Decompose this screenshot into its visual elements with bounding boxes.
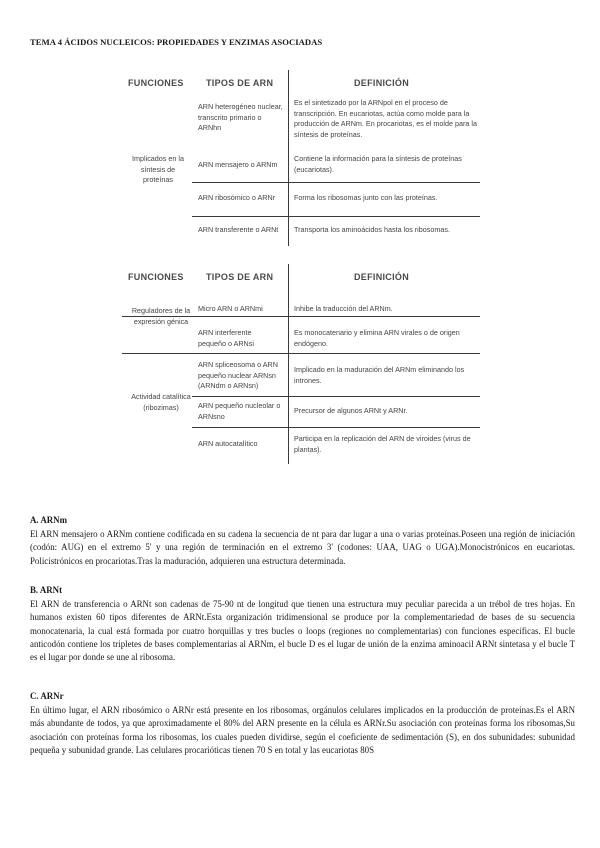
- table-row-tipo: ARN ribosómico o ARNr: [198, 193, 276, 202]
- table-row-tipo: ARN heterogéneo nuclear, transcrito primario o ARNhn: [198, 102, 283, 132]
- section-arnt: [30, 584, 575, 664]
- section-body: En último lugar, el ARN ribosómico o ARNr está presente en los ribosomas, orgánulos celulares implicados en la producción de proteínas.Es el ARN más abundante de todos, ya que aproximadamente el 80% del ARN presente en la célula es ARNr.Su asociación con proteínas forma los ribosomas,Su asociación con proteínas forma los ribosomas, los cuales pueden dividirse, según el coeficiente de sedimentación (S), en dos subunidades: subunidad pequeña y subunidad grande. Las celulares procarióticas tienen 70 S en total y las eucariotas 80S: [30, 705, 575, 755]
- funcion-label: Reguladores de la expresión génica: [131, 306, 191, 326]
- section-body: El ARN mensajero o ARNm contiene codificada en su cadena la secuencia de nt para dar lugar a una o varias proteínas.Poseen una región de iniciación (codón: AUG) en el extremo 5' y una región de terminación en el extremo 3' (codones: UAA, UAG o UGA).Monocistrónicos en eucariotas. Policistrónicos en procariotas.Tras la maduración, adquieren una estructura determinada.: [30, 529, 575, 566]
- table-row-tipo: ARN autocatalítico: [198, 439, 258, 448]
- header-tipos: TIPOS DE ARN: [206, 78, 274, 88]
- divider: [122, 353, 288, 354]
- table-row-def: Contiene la información para la síntesis de proteínas (eucariotas).: [294, 154, 462, 174]
- table-row-tipo: ARN pequeño nucleolar o ARNsno: [198, 401, 281, 421]
- section-heading: B. ARNt: [30, 585, 63, 595]
- header-tipos: TIPOS DE ARN: [206, 272, 274, 282]
- section-body: El ARN de transferencia o ARNt son cadenas de 75-90 nt de longitud que tienen una estructura muy peculiar parecida a un trébol de tres hojas. En humanos existen 60 tipos diferentes de ARNt.Esta organización tridimensional se produce por la complementariedad de bases de su secuencia monocatenaria, la cual está formada por cuatro horquillas y tres bucles o loops (regiones no complementarias) con funciones específicas. El bucle anticodón contiene los tripletes de bases complementarias al ARNm, el bucle D es el lugar de unión de la enzima aminoacil ARNt sintetasa y el bucle T es el lugar por donde se une al ribosoma.: [30, 599, 575, 663]
- header-funciones: FUNCIONES: [128, 272, 184, 282]
- section-arnr: [30, 690, 575, 757]
- header-definicion: DEFINICIÓN: [354, 78, 410, 88]
- table-row-def: Inhibe la traducción del ARNm.: [294, 304, 393, 313]
- divider: [289, 396, 480, 397]
- table-row-def: Es monocatenario y elimina ARN virales o de origen endógeno.: [294, 328, 460, 348]
- divider: [289, 316, 480, 317]
- table-row-def: Es el sintetizado por la ARNpol en el proceso de transcripción. En eucariotas, actúa como molde para la producción de ARNm. En procariotas, es el molde para la síntesis de proteínas.: [294, 98, 477, 139]
- divider: [289, 182, 480, 183]
- header-funciones: FUNCIONES: [128, 78, 184, 88]
- table-row-tipo: ARN interferente pequeño o ARNsi: [198, 328, 254, 348]
- header-definicion: DEFINICIÓN: [354, 272, 410, 282]
- divider: [289, 353, 480, 354]
- section-arnm: [30, 514, 575, 568]
- divider: [289, 216, 480, 217]
- divider: [192, 216, 288, 217]
- section-heading: A. ARNm: [30, 515, 67, 525]
- table-sintesis-proteinas: [118, 78, 480, 248]
- document-title: TEMA 4 ÁCIDOS NUCLEICOS: PROPIEDADES Y ENZIMAS ASOCIADAS: [30, 37, 323, 47]
- table-row-tipo: Micro ARN o ARNmi: [198, 304, 263, 313]
- table-row-def: Forma los ribosomas junto con las proteínas.: [294, 193, 438, 202]
- table-row-def: Implicado en la maduración del ARNm eliminando los intrones.: [294, 365, 465, 385]
- table-row-def: Precursor de algunos ARNt y ARNr.: [294, 406, 408, 415]
- table-row-def: Participa en la replicación del ARN de viroides (virus de plantas).: [294, 434, 471, 454]
- funcion-label: Implicados en la síntesis de proteínas: [132, 154, 184, 184]
- table-row-tipo: ARN mensajero o ARNm: [198, 160, 278, 169]
- table-row-tipo: ARN spliceosoma o ARN pequeño nuclear ARNsn (ARNdm o ARNsn): [198, 360, 278, 390]
- table-row-def: Transporta los aminoácidos hasta los ribosomas.: [294, 225, 450, 234]
- funcion-label: Actividad catalítica (ribozimas): [131, 392, 191, 412]
- table-reguladores-catalitica: [118, 272, 480, 472]
- divider: [192, 427, 288, 428]
- divider: [288, 70, 289, 246]
- divider: [288, 264, 289, 464]
- divider: [192, 182, 288, 183]
- divider: [192, 396, 288, 397]
- table-row-tipo: ARN transferente o ARNt: [198, 225, 279, 234]
- divider: [289, 427, 480, 428]
- section-heading: C. ARNr: [30, 691, 64, 701]
